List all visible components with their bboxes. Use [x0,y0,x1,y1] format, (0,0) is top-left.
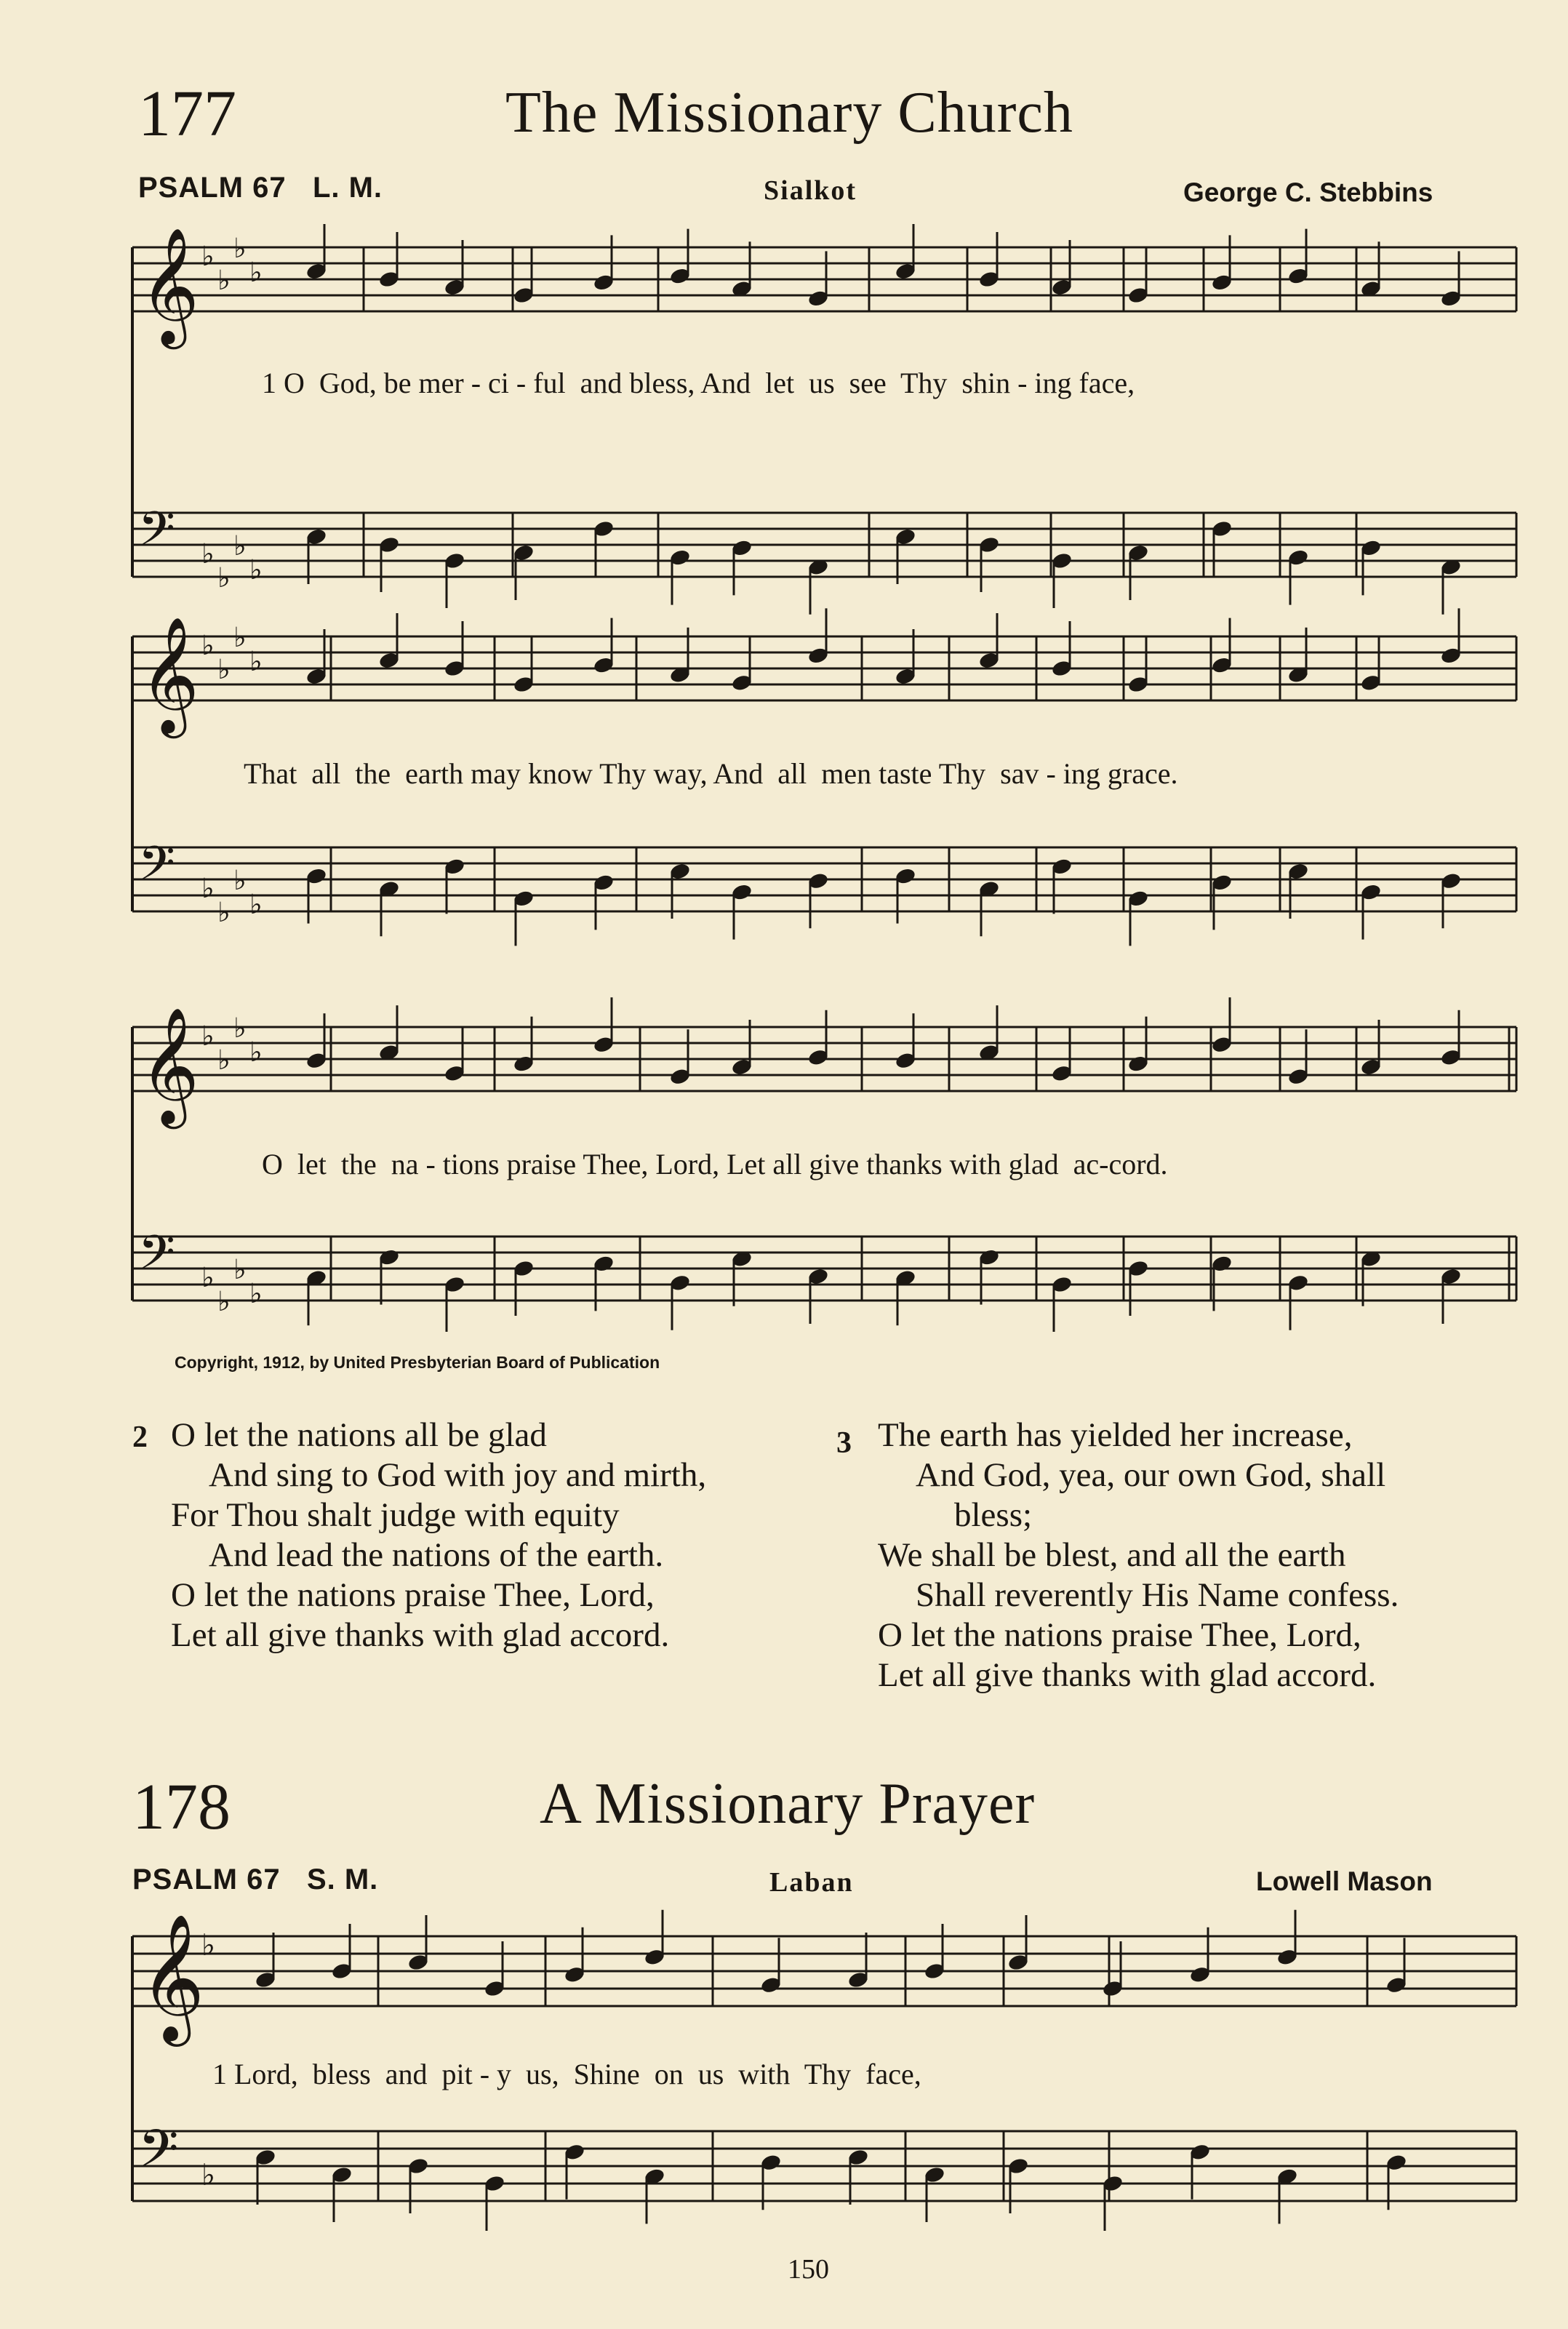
hymn-177-lyric-line-2: That all the earth may know Thy way, And all men taste Thy sav - ing grace. [244,757,1178,790]
sys1-key-flat: ♭ [233,530,247,562]
sys3-key-flat: ♭ [249,1277,263,1309]
verse-3-line-4: We shall be blest, and all the earth [878,1536,1346,1574]
verse-3-line-1: The earth has yielded her increase, [878,1416,1353,1454]
hymn-178-tune-name: Laban [769,1867,854,1898]
sys2-key-flat: ♭ [233,621,247,653]
hymn-177-composer: George C. Stebbins [1183,177,1433,207]
verse-3-line-3: bless; [954,1496,1033,1534]
verse-2-line-5: O let the nations praise Thee, Lord, [171,1576,655,1614]
sys2-treble-clef: 𝄞 [140,615,199,733]
sys3-key-flat: ♭ [217,1285,231,1317]
hymn-178-psalm-meter: PSALM 67 S. M. [132,1863,379,1895]
hymn-177-lyric-line-1: 1 O God, be mer - ci - ful and bless, And let us see Thy shin - ing face, [262,367,1135,399]
sys2-key-flat: ♭ [217,896,231,928]
sys4-key-flat: ♭ [201,1927,216,1962]
page-number: 150 [788,2254,829,2285]
sys3-key-flat: ♭ [217,1044,231,1076]
sys2-key-flat: ♭ [249,645,263,677]
verse-2-line-1: O let the nations all be glad [171,1416,547,1454]
verse-2-line-2: And sing to God with joy and mirth, [209,1456,707,1494]
verse-2-number: 2 [132,1421,148,1454]
sys2-bass-clef: 𝄢 [138,835,175,903]
hymn-177-lyric-line-3: O let the na - tions praise Thee, Lord, Let all give thanks with glad ac-cord. [262,1148,1168,1181]
verse-3-line-2: And God, yea, our own God, shall [916,1456,1386,1494]
sys2-key-flat: ♭ [233,864,247,896]
verse-2-line-3: For Thou shalt judge with equity [171,1496,620,1534]
hymn-178-lyric-line-1: 1 Lord, bless and pit - y us, Shine on us with Thy face, [212,2058,921,2090]
sys1-key-flat: ♭ [233,232,247,264]
hymn-177-tune-name: Sialkot [764,175,857,206]
hymn-177-copyright: Copyright, 1912, by United Presbyterian Board of Publication [175,1353,660,1372]
sys3-key-flat: ♭ [233,1253,247,1285]
sys1-key-flat: ♭ [249,554,263,586]
sys2-key-flat: ♭ [201,629,215,661]
verse-3-line-7: Let all give thanks with glad accord. [878,1656,1377,1694]
sys1-bass-clef: 𝄢 [138,500,175,569]
sys1-treble-clef: 𝄞 [140,226,199,344]
sys4-treble-clef: 𝄞 [140,1913,205,2041]
hymn-178-title: A Missionary Prayer [540,1772,1036,1836]
verse-2-line-6: Let all give thanks with glad accord. [171,1616,670,1654]
sys1-key-flat: ♭ [217,562,231,594]
hymn-178-number: 178 [132,1771,231,1843]
hymn-177-title: The Missionary Church [505,81,1073,145]
sys3-treble-clef: 𝄞 [140,1006,199,1124]
sys4-bass-clef: 𝄢 [138,2119,179,2192]
sys2-key-flat: ♭ [201,872,215,904]
sys1-key-flat: ♭ [201,240,215,272]
hymn-177-number: 177 [138,78,236,150]
sys3-key-flat: ♭ [233,1012,247,1044]
verse-3-number: 3 [836,1426,852,1460]
sys3-key-flat: ♭ [249,1036,263,1068]
sys1-key-flat: ♭ [249,256,263,288]
verse-3-line-5: Shall reverently His Name confess. [916,1576,1399,1614]
sys2-key-flat: ♭ [217,653,231,685]
sys4-key-flat: ♭ [201,2157,216,2192]
sys1-key-flat: ♭ [201,538,215,570]
sys2-key-flat: ♭ [249,888,263,920]
hymn-178-composer: Lowell Mason [1256,1866,1433,1896]
sys3-key-flat: ♭ [201,1261,215,1293]
verse-3-line-6: O let the nations praise Thee, Lord, [878,1616,1361,1654]
sys1-key-flat: ♭ [217,264,231,296]
sys3-bass-clef: 𝄢 [138,1224,175,1293]
verse-2-line-4: And lead the nations of the earth. [209,1536,664,1574]
hymn-177-psalm-meter: PSALM 67 L. M. [138,172,383,204]
sys3-key-flat: ♭ [201,1020,215,1052]
